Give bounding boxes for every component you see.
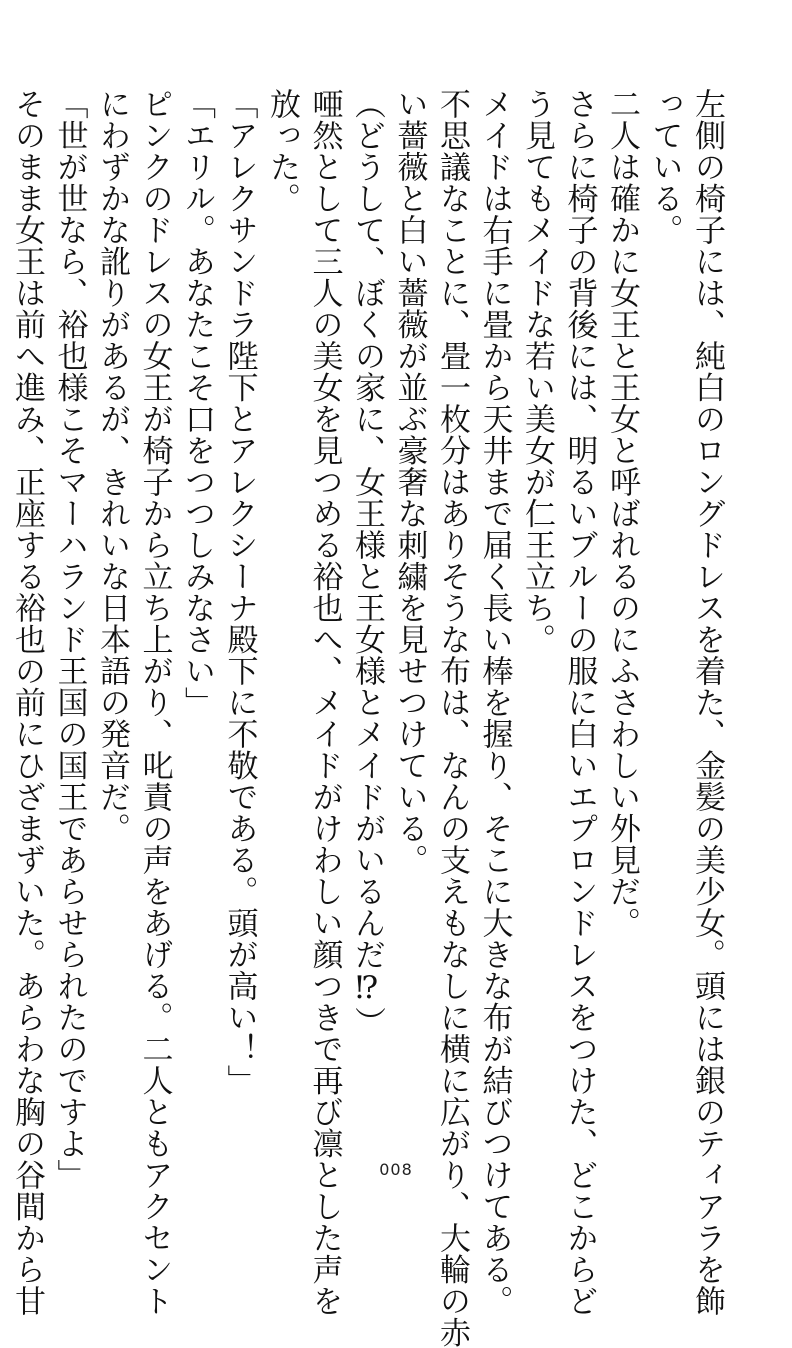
text-line: にわずかな訛りがあるが、きれいな日本語の発音だ。 xyxy=(94,88,130,844)
text-line: （どうして、ぼくの家に、女王様と王女様とメイドがいるんだ⁉） xyxy=(349,88,385,1038)
text-line: そのまま女王は前へ進み、正座する裕也の前にひざまずいた。あらわな胸の谷間から甘 xyxy=(9,88,45,1317)
text-line: メイドは右手に畳から天井まで届く長い棒を握り、そこに大きな布が結びつけてある。 xyxy=(476,88,513,1317)
text-line: 二人は確かに女王と王女と呼ばれるのにふさわしい外見だ。 xyxy=(604,88,640,939)
text-line: 「アレクサンドラ陛下とアレクシーナ殿下に不敬である。頭が高い！」 xyxy=(221,88,258,1096)
page-number: 008 xyxy=(379,1160,413,1179)
text-line: 放った。 xyxy=(264,88,300,214)
text-line: 「エリル。あなたこそ口をつつしみなさい」 xyxy=(179,88,215,718)
text-line: っている。 xyxy=(646,88,683,246)
text-line: 「世が世なら、裕也様こそマーハランド王国の国王であらせられたのですよ」 xyxy=(51,88,88,1191)
text-line: 唖然として三人の美女を見つめる裕也へ、メイドがけわしい顔つきで再び凛とした声を xyxy=(306,88,343,1317)
text-line: う見てもメイドな若い美女が仁王立ち。 xyxy=(519,88,555,655)
text-line: い薔薇と白い薔薇が並ぶ豪奢な刺繍を見せつけている。 xyxy=(391,88,428,876)
text-line: 不思議なことに、畳一枚分はありそうな布は、なんの支えもなしに横に広がり、大輪の赤 xyxy=(434,88,470,1348)
text-line: ピンクのドレスの女王が椅子から立ち上がり、叱責の声をあげる。二人ともアクセント xyxy=(136,88,173,1317)
text-line: 左側の椅子には、純白のロングドレスを着た、金髪の美少女。頭には銀のティアラを飾 xyxy=(689,88,725,1317)
text-line: さらに椅子の背後には、明るいブルーの服に白いエプロンドレスをつけた、どこからど xyxy=(561,88,598,1317)
